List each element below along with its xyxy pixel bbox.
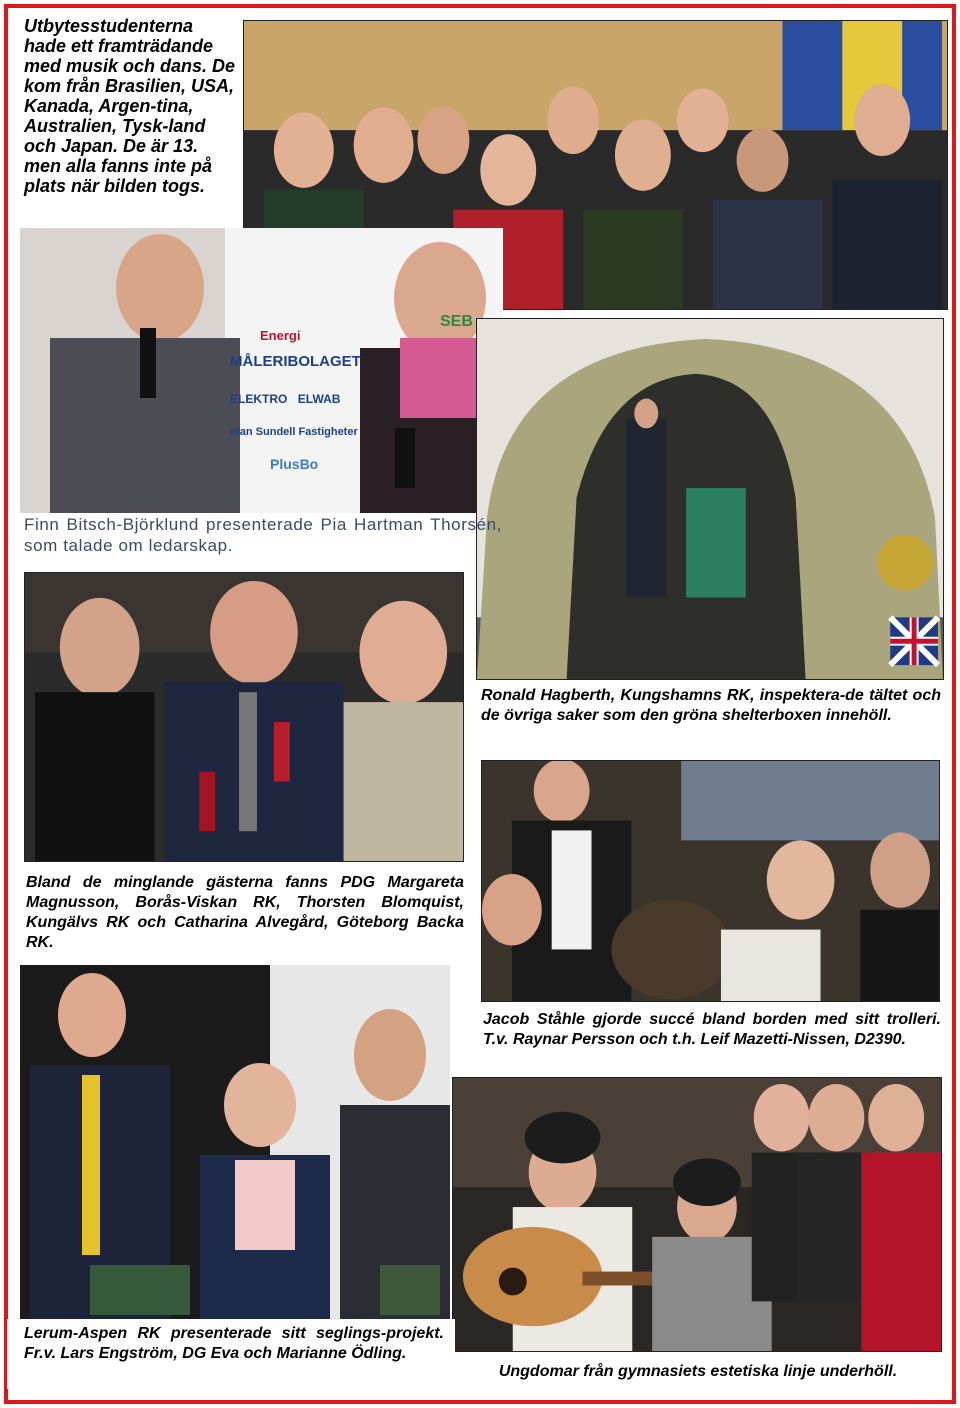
photo-speaker [20,228,503,513]
caption-magician: Jacob Ståhle gjorde succé bland borden med sitt trolleri. T.v. Raynar Persson och t.h. Leif Mazetti-Nissen, D2390. [483,1011,941,1048]
photo-sailing-image [20,965,450,1323]
photo-music-image [453,1078,941,1351]
sponsor-sign-plusbo: PlusBo [270,456,319,472]
caption-sailing: Lerum-Aspen RK presenterade sitt seglings-projekt. Fr.v. Lars Engström, DG Eva och Marianne Ödling. [24,1325,444,1362]
sponsor-sign-elwab: ELWAB [297,392,341,406]
photo-tent [476,318,944,680]
sponsor-sign-energi: Energi [260,328,301,343]
sponsor-sign-maleribolaget: MÅLERIBOLAGET [230,353,361,370]
photo-magician-image [482,761,939,1001]
caption-tent: Ronald Hagberth, Kungshamns RK, inspektera-de tältet och de övriga saker som den gröna shelterboxen innehöll. [481,687,941,724]
caption-speaker: Finn Bitsch-Björklund presenterade Pia Hartman Thorsén, som talade om ledarskap. [24,515,502,555]
photo-guests [24,572,464,862]
caption-exchange-students: Utbytesstudenterna hade ett framträdande med musik och dans. De kom från Brasilien, USA, Kanada, Argen-tina, Australien, Tysk-land och Japan. De är 13. men alla fanns inte på plats när bilden togs. [24,16,236,196]
photo-music [452,1077,942,1352]
photo-guests-image [25,573,463,861]
photo-tent-image [477,319,943,679]
photo-magician [481,760,940,1002]
sponsor-sign-sundell: efan Sundell Fastigheter [230,426,358,438]
sponsor-sign-seb: SEB [440,313,473,330]
sponsor-sign-elektro: ELEKTRO [230,392,288,406]
caption-guests: Bland de minglande gästerna fanns PDG Margareta Magnusson, Borås-Viskan RK, Thorsten Blomquist, Kungälvs RK och Catharina Alvegård, Göteborg Backa RK. [26,874,464,951]
photo-sailing [20,965,450,1323]
caption-music: Ungdomar från gymnasiets estetiska linje underhöll. [498,1363,898,1380]
